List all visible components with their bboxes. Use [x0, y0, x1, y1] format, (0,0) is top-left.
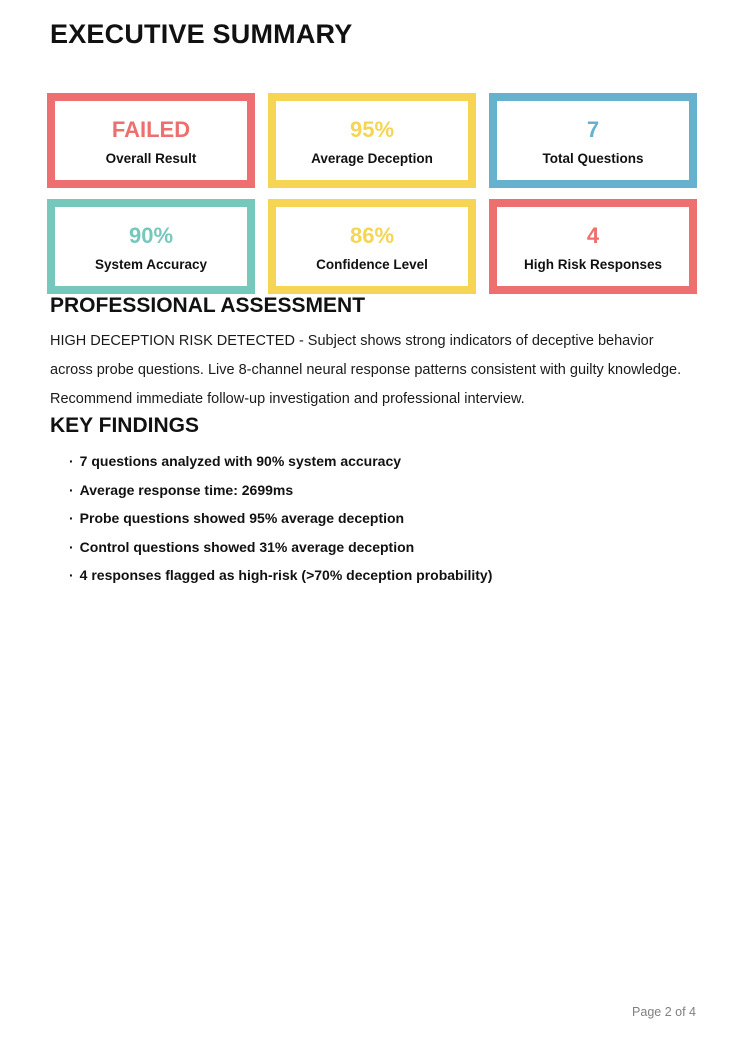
stat-value: FAILED	[111, 117, 191, 143]
list-item	[69, 511, 697, 527]
bullet-icon: ·	[69, 567, 74, 583]
professional-assessment-heading: PROFESSIONAL ASSESSMENT	[50, 294, 366, 317]
stat-value: 7	[586, 117, 600, 143]
stat-label: System Accuracy	[94, 257, 208, 273]
professional-assessment-body: HIGH DECEPTION RISK DETECTED - Subject shows strong indicators of deceptive behavior across probe questions. Live 8-channel neural response patterns consistent with guilty knowledge. Recommend immediate follow-up investigation and professional interview.	[50, 333, 682, 407]
stat-card-average-deception	[268, 93, 476, 188]
stat-value: 86%	[349, 223, 395, 249]
stat-card-system-accuracy	[47, 199, 255, 294]
finding-text: Probe questions showed 95% average deception	[79, 510, 405, 526]
stat-label: High Risk Responses	[523, 257, 663, 273]
finding-text: 7 questions analyzed with 90% system accuracy	[79, 453, 402, 469]
list-item	[69, 568, 697, 584]
key-findings-list	[50, 454, 697, 584]
list-item	[69, 454, 697, 470]
key-findings-heading: KEY FINDINGS	[50, 414, 199, 437]
stat-value: 90%	[128, 223, 174, 249]
stat-label: Overall Result	[105, 151, 197, 167]
stat-card-confidence-level	[268, 199, 476, 294]
stat-label: Total Questions	[542, 151, 644, 167]
stat-label: Confidence Level	[316, 257, 428, 273]
finding-text: Control questions showed 31% average deception	[79, 538, 415, 555]
bullet-icon: ·	[69, 510, 74, 526]
page-title: EXECUTIVE SUMMARY	[50, 19, 353, 49]
list-item	[69, 483, 697, 499]
list-item	[69, 540, 697, 556]
finding-text: 4 responses flagged as high-risk (>70% deception probability)	[79, 567, 493, 583]
bullet-icon: ·	[69, 453, 74, 469]
finding-text: Average response time: 2699ms	[79, 481, 294, 498]
stat-label: Average Deception	[311, 151, 433, 167]
stat-card-total-questions	[489, 93, 697, 188]
bullet-icon: ·	[69, 538, 74, 555]
page-number: Page 2 of 4	[632, 1005, 696, 1019]
stat-value: 95%	[349, 117, 395, 143]
stat-value: 4	[586, 223, 600, 249]
stat-card-overall-result	[47, 93, 255, 188]
stat-card-high-risk-responses	[489, 199, 697, 294]
bullet-icon: ·	[69, 481, 74, 498]
summary-stat-cards	[47, 93, 697, 294]
